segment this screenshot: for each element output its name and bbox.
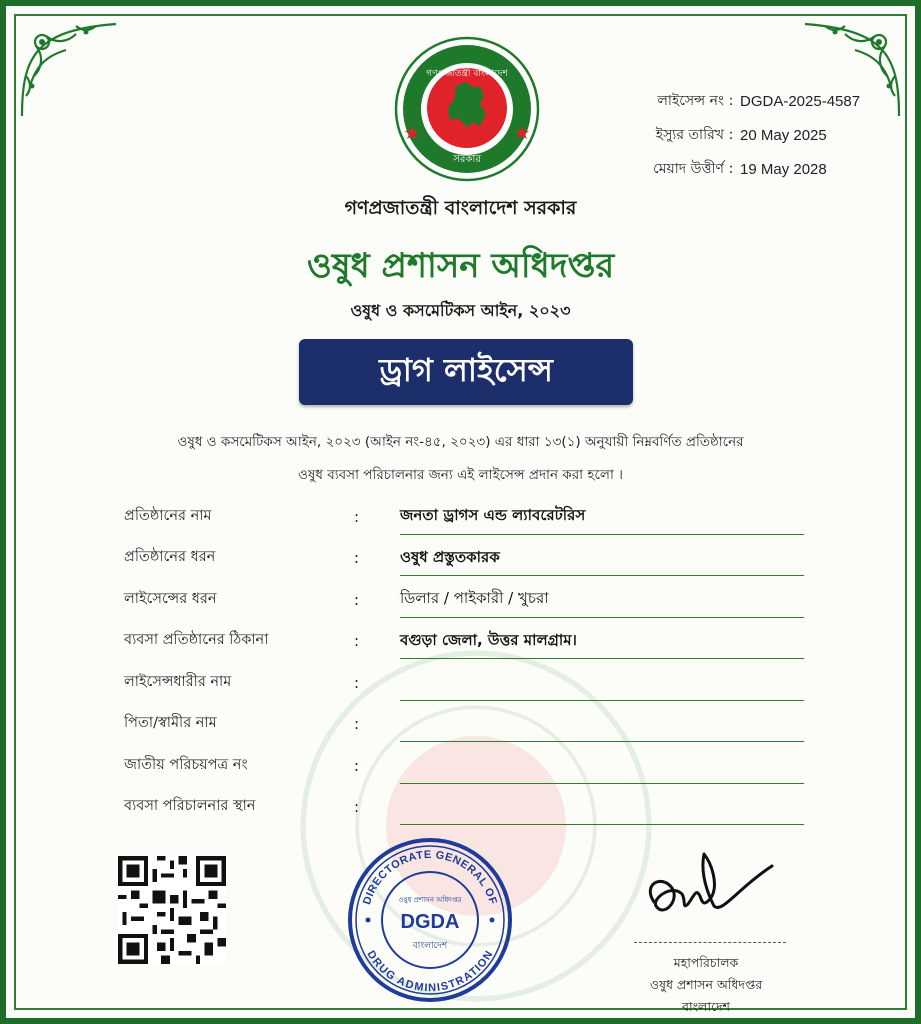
field-row: ব্যবসা প্রতিষ্ঠানের ঠিকানা : বগুড়া জেলা, উত্তর মালগ্রাম। — [124, 621, 814, 663]
field-underline — [400, 617, 804, 618]
license-number-value: DGDA-2025-4587 — [740, 92, 861, 110]
seal-inner-top: ওষুধ প্রশাসন অধিদপ্তর — [398, 896, 462, 904]
license-banner: ড্রাগ লাইসেন্স — [299, 339, 633, 405]
government-emblem-icon — [394, 36, 540, 182]
field-value — [400, 745, 814, 787]
field-label: লাইসেন্সের ধরন — [124, 590, 217, 607]
intro-line-1: ওষুধ ও কসমেটিকস আইন, ২০২৩ (আইন নং-৪৫, ২০২৩) এর ধারা ১৩(১) অনুযায়ী নিম্নবর্ণিত প্রতিষ্ঠানের — [177, 434, 744, 450]
field-label: প্রতিষ্ঠানের ধরন — [124, 549, 216, 566]
signature-icon — [642, 844, 782, 936]
signatory-office: ওষুধ প্রশাসন অধিদপ্তর — [649, 977, 763, 992]
emblem-bottom-text: সরকার — [453, 154, 481, 165]
field-label: জাতীয় পরিচয়পত্র নং — [124, 756, 248, 773]
expiry-date-label: মেয়াদ উত্তীর্ণ — [653, 161, 724, 177]
signatory-country: বাংলাদেশ — [682, 999, 730, 1014]
field-value: বগুড়া জেলা, উত্তর মালগ্রাম। — [400, 630, 577, 649]
field-value: ওষুধ প্রস্তুতকারক — [400, 547, 500, 566]
field-value — [400, 662, 814, 704]
government-title: গণপ্রজাতন্ত্রী বাংলাদেশ সরকার — [344, 197, 577, 219]
license-number-row: লাইসেন্স নং : DGDA-2025-4587 — [632, 84, 888, 118]
field-value: ডিলার / পাইকারী / খুচরা — [400, 589, 549, 608]
seal-inner-bottom: বাংলাদেশ — [412, 941, 448, 951]
issue-date-row: ইস্যুর তারিখ : 20 May 2025 — [632, 118, 888, 152]
act-title: ওষুধ ও কসমেটিকস আইন, ২০২৩ — [350, 301, 571, 320]
field-value: জনতা ড্রাগস এন্ড ল্যাবরেটরিস — [400, 506, 586, 525]
issue-date-label: ইস্যুর তারিখ — [655, 127, 724, 143]
signatory-title: মহাপরিচালক — [673, 955, 739, 970]
intro-line-2: ওষুধ ব্যবসা পরিচালনার জন্য এই লাইসেন্স প্রদান করা হলো । — [297, 467, 623, 483]
field-underline — [400, 658, 804, 659]
field-underline — [400, 534, 804, 535]
corner-ornament-icon — [16, 16, 126, 126]
field-row: প্রতিষ্ঠানের নাম : জনতা ড্রাগস এন্ড ল্যাবরেটরিস — [124, 496, 814, 538]
emblem-text: গণপ্রজাতন্ত্রী বাংলাদেশ — [426, 69, 508, 79]
field-underline — [400, 824, 804, 825]
field-label: প্রতিষ্ঠানের নাম — [124, 507, 212, 524]
license-number-label: লাইসেন্স নং — [657, 93, 724, 109]
dgda-seal-icon — [346, 836, 514, 1004]
signature-line — [634, 942, 786, 943]
qr-code-icon[interactable] — [118, 856, 226, 964]
expiry-date-row: মেয়াদ উত্তীর্ণ : 19 May 2028 — [632, 152, 888, 186]
field-row: জাতীয় পরিচয়পত্র নং : — [124, 745, 814, 787]
license-fields — [124, 496, 814, 828]
field-label: পিতা/স্বামীর নাম — [124, 715, 217, 732]
expiry-date-value: 19 May 2028 — [740, 160, 827, 178]
field-value — [400, 787, 814, 829]
issue-date-value: 20 May 2025 — [740, 126, 827, 144]
field-row: পিতা/স্বামীর নাম : — [124, 704, 814, 746]
field-underline — [400, 700, 804, 701]
license-meta — [632, 84, 888, 186]
field-underline — [400, 741, 804, 742]
intro-paragraph — [66, 426, 855, 492]
field-label: লাইসেন্সধারীর নাম — [124, 673, 232, 690]
field-row: লাইসেন্সধারীর নাম : — [124, 662, 814, 704]
department-title: ওষুধ প্রশাসন অধিদপ্তর — [306, 246, 615, 286]
seal-outer-top: DIRECTORATE GENERAL OF — [361, 848, 499, 907]
field-underline — [400, 783, 804, 784]
field-row: প্রতিষ্ঠানের ধরন : ওষুধ প্রস্তুতকারক — [124, 538, 814, 580]
field-value — [400, 704, 814, 746]
seal-outer-bottom: DRUG ADMINISTRATION — [364, 948, 496, 995]
field-row: ব্যবসা পরিচালনার স্থান : — [124, 787, 814, 829]
field-label: ব্যবসা পরিচালনার স্থান — [124, 798, 256, 815]
field-row: লাইসেন্সের ধরন : ডিলার / পাইকারী / খুচরা — [124, 579, 814, 621]
seal-center: DGDA — [400, 911, 460, 933]
field-underline — [400, 575, 804, 576]
signatory-block — [606, 952, 806, 1018]
field-label: ব্যবসা প্রতিষ্ঠানের ঠিকানা — [124, 632, 269, 649]
